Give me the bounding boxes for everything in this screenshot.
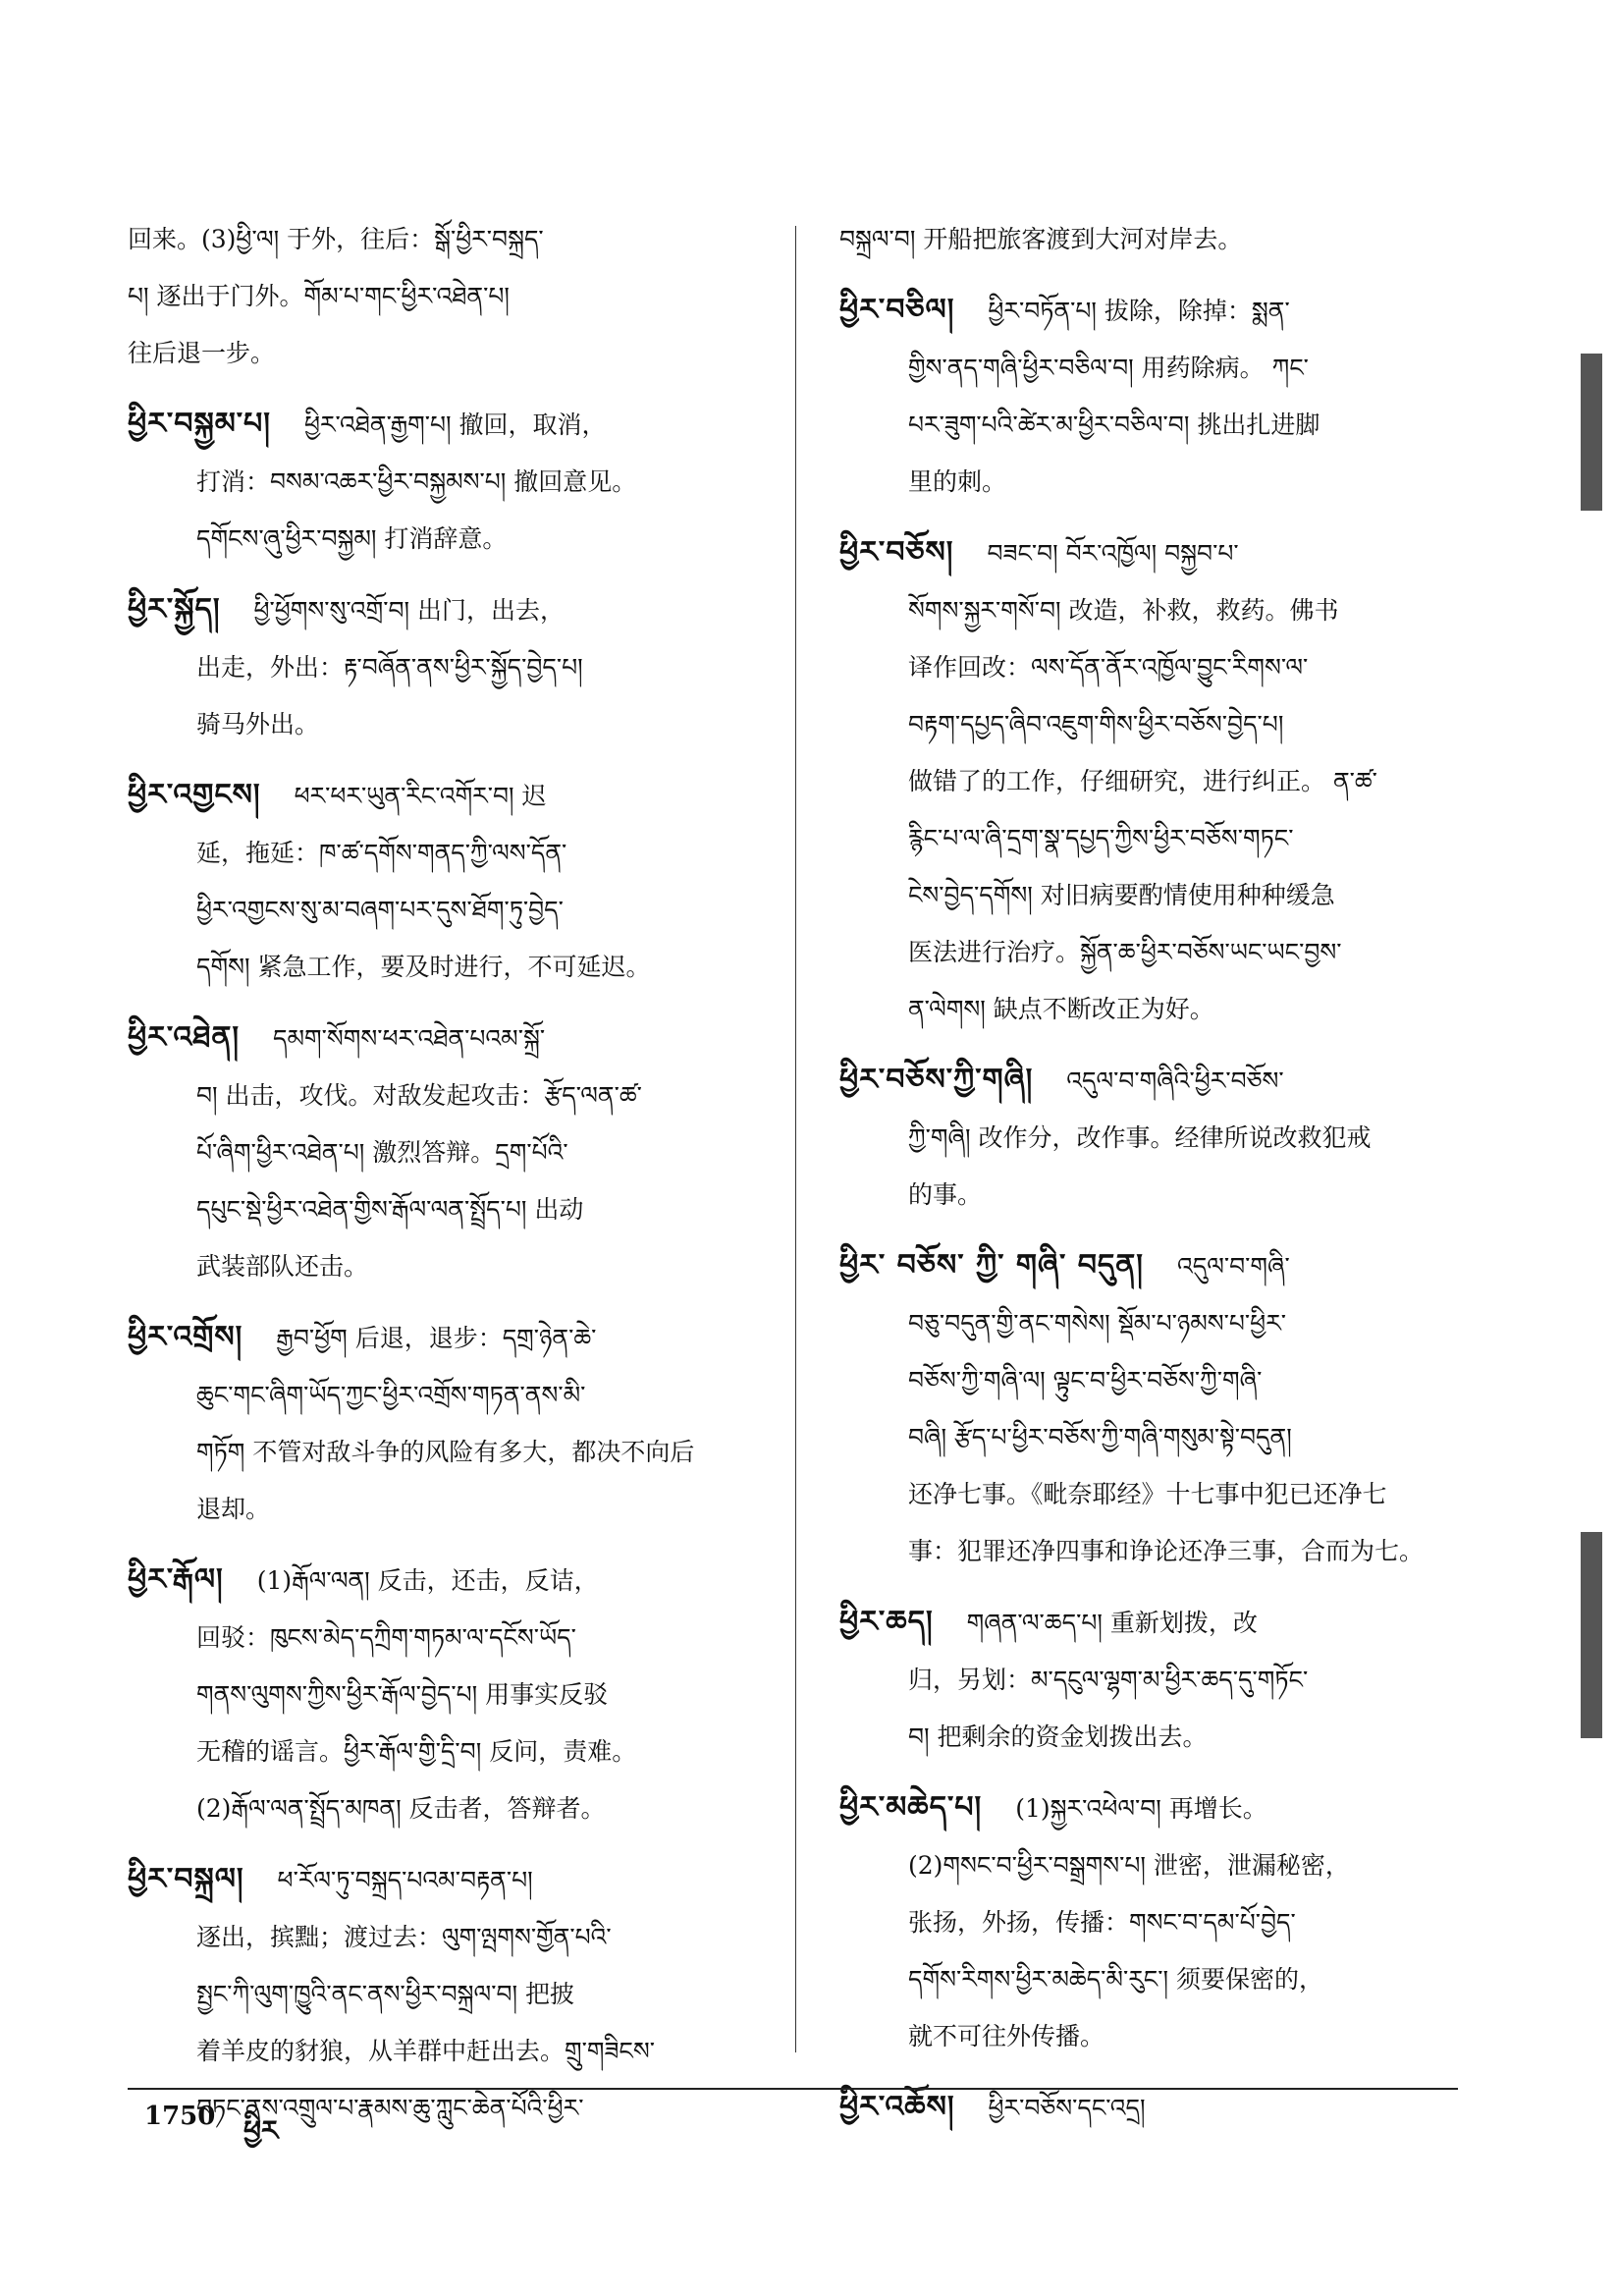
entry-line [128,696,781,753]
dictionary-entry [839,1052,1487,1224]
entry-line [839,1523,1487,1580]
entry-text: ཕྱིར་བཅོས་དང་འདྲ། [988,2094,1146,2122]
entry-line [839,1352,1487,1409]
entry-text: དགོས་རིགས་ཕྱིར་མཆེད་མི་རུང་། 须要保密的， [908,1965,1323,1994]
entry-text: 张扬，外扬，传播：གསང་བ་དམ་པོ་བྱེད་ [908,1908,1296,1937]
entry-text: 退却。 [196,1495,271,1523]
entry-line [839,524,1487,582]
entry-text: སོགས་སྐྱར་གསོ་བ། 改造，补救，救药。佛书 [908,596,1339,625]
entry-text: 回来。(3)ཕྱི་ལ། 于外，往后：སྒོ་ཕྱིར་བསྐྲད་ [128,225,544,253]
entry-headword: ཕྱིར་རྒོལ། [128,1562,224,1597]
dictionary-entry [839,1237,1487,1580]
entry-headword: ཕྱིར་བསྐྱམ་པ། [128,407,271,441]
entry-line [128,939,781,996]
dictionary-entry [128,1552,781,1837]
dictionary-entry [839,1779,1487,2065]
entry-line [128,1909,781,1966]
entry-text: སྤྱང་ཀི་ལུག་ཁྱུའི་ནང་ནས་ཕྱིར་བསྐྲལ་བ། 把披 [196,1980,574,2008]
entry-text: ཕྱིར་བཏོན་པ། 拔除，除掉：སྨན་ [988,297,1290,325]
entry-line [128,1309,781,1367]
entry-line [839,867,1487,924]
entry-text: 着羊皮的豺狼，从羊群中赶出去。གྲུ་གཟིངས་ [196,2037,655,2065]
entry-line [128,1966,781,2023]
entry-text: 医法进行治疗。སྐྱོན་ཆ་ཕྱིར་བཅོས་ཡང་ཡང་བྱས་ [908,938,1342,966]
entry-line [839,1167,1487,1224]
entry-line [128,211,781,268]
entry-line [839,1295,1487,1352]
entry-text: ཕར་ཕར་ཡུན་རིང་འགོར་བ། 迟 [294,782,547,810]
entry-text: བཅུ་བདུན་གྱི་ནང་གསེས། སྡོམ་པ་ཉམས་པ་ཕྱིར་ [908,1309,1287,1338]
dictionary-entry [128,211,781,382]
entry-line [128,1780,781,1837]
entry-text: བཏང་ནས་འགྲུལ་པ་རྣམས་ཆུ་ཀླུང་ཆེན་པོའི་ཕྱིར་ [196,2094,584,2122]
entry-headword: ཕྱིར་སྐྱོད། [128,592,221,627]
entry-text: འདུལ་བ་གཞིའི་ཕྱིར་བཅོས་ [1066,1066,1284,1095]
entry-text: 往后退一步。 [128,339,276,367]
entry-line [839,981,1487,1038]
entry-text: བཟང་བ། བོར་འཁྱོལ། བསྐྱབ་པ་ [987,539,1239,568]
dictionary-entry [128,581,781,753]
entry-line [128,1481,781,1538]
edge-index-mark [1581,354,1602,511]
entry-headword: ཕྱིར་འཐེན། [128,1020,241,1055]
dictionary-entry [839,524,1487,1038]
entry-text: པ། 逐出于门外。གོམ་པ་གང་ཕྱིར་འཐེན་པ། [128,282,510,310]
entry-line [128,639,781,696]
entry-line [839,1779,1487,1837]
entry-line [839,1466,1487,1523]
entry-text: བསྐྲལ་བ། 开船把旅客渡到大河对岸去。 [839,225,1243,253]
entry-headword: ཕྱིར་བཅོས་ཀྱི་གཞི། [839,1063,1034,1097]
running-head: ཕྱིར [243,2114,279,2147]
entry-text: 的事。 [908,1180,983,1209]
entry-text: བཞི། རྩོད་པ་ཕྱིར་བཅོས་ཀྱི་གཞི་གསུམ་སྟེ་བདུན། [908,1423,1292,1451]
entry-line [128,581,781,639]
entry-text: 逐出，摈黜；渡过去：ལུག་ལྤགས་གྱོན་པའི་ [196,1923,612,1951]
entry-text: 归，另划：མ་དངུལ་ལྷག་མ་ཕྱིར་ཆད་དུ་གཏོང་ [908,1666,1309,1694]
entry-line [839,1110,1487,1167]
entry-line [839,1894,1487,1951]
entry-text: 事：犯罪还净四事和诤论还净三事，合而为七。 [908,1537,1425,1565]
entry-line [128,1552,781,1610]
entry-line [839,810,1487,867]
entry-line [839,582,1487,639]
entry-text: གཏོག 不管对敌斗争的风险有多大，都决不向后 [196,1438,695,1466]
entry-text: ཕྱིར་འགྱངས་སུ་མ་བཞག་པར་དུས་ཐོག་ཏུ་བྱེད་ [196,896,564,924]
entry-text: ངེས་བྱེད་དགོས། 对旧病要酌情使用种种缓急 [908,881,1335,909]
entry-text: ཆུང་གང་ཞིག་ཡོད་ཀྱང་ཕྱིར་འགྲོས་གཏན་ནས་མི་ [196,1381,586,1409]
entry-line [839,696,1487,753]
entry-line [839,454,1487,511]
entry-text: 延，拖延：ཁ་ཚ་དགོས་གནད་ཀྱི་ལས་དོན་ [196,839,567,867]
entry-text: དཔུང་སྡེ་ཕྱིར་འཐེན་གྱིས་རྒོལ་ལན་སྤྲོད་པ། 出动 [196,1195,584,1224]
footer-rule [128,2088,1458,2090]
entry-line [839,1594,1487,1652]
entry-line [128,396,781,454]
entry-text: རྙིང་པ་ལ་ཞི་དྲག་སྣ་དཔྱད་ཀྱིས་ཕྱིར་བཅོས་གཏང་ [908,824,1294,852]
dictionary-entry [128,1309,781,1538]
entry-headword: ཕྱིར་ཆད། [839,1605,934,1639]
column-divider [795,226,796,2052]
edge-index-mark [1581,1532,1602,1738]
entry-line [128,882,781,939]
dictionary-entry [128,396,781,568]
dictionary-entry [839,1594,1487,1766]
right-column [839,211,1487,2151]
entry-line [839,397,1487,454]
entry-text: གྱིས་ནད་གཞི་ཕྱིར་བཅིལ་བ། 用药除病。 ཀང་ [908,354,1309,382]
entry-line [839,924,1487,981]
entry-headword: ཕྱིར་འགྱངས། [128,778,261,812]
entry-text: ན་ལེགས། 缺点不断改正为好。 [908,995,1214,1023]
entry-text: ཕྱི་ཕྱོགས་སུ་འགྲོ་བ། 出门，出去， [253,596,566,625]
entry-text: (2)གསང་བ་ཕྱིར་བསྒྲགས་པ། 泄密，泄漏秘密， [908,1851,1350,1880]
dictionary-entry [839,282,1487,511]
dictionary-entry [128,1010,781,1295]
entry-line [128,1367,781,1424]
entry-text: བ། 把剩余的资金划拨出去。 [908,1722,1208,1751]
entry-line [839,1409,1487,1466]
entry-text: ཕྱིར་འཐེན་རྒྱག་པ། 撤回，取消， [303,410,607,439]
entry-text: གནས་ལུགས་ཀྱིས་ཕྱིར་རྒོལ་བྱེད་པ། 用事实反驳 [196,1680,609,1709]
entry-line [839,2008,1487,2065]
dictionary-entry [128,1851,781,2137]
entry-line [128,2023,781,2080]
entry-line [839,1237,1487,1295]
entry-text: དགོས། 紧急工作，要及时进行，不可延迟。 [196,953,651,981]
entry-line [128,1851,781,1909]
entry-headword: ཕྱིར་ བཅོས་ ཀྱི་ གཞི་ བདུན། [839,1248,1144,1283]
entry-line [128,1610,781,1667]
left-column [128,211,781,2151]
entry-headword: ཕྱིར་འཆོས། [839,2090,955,2124]
entry-line [839,1951,1487,2008]
entry-line [128,325,781,382]
entry-text: 里的刺。 [908,467,1007,496]
entry-text: 打消：བསམ་འཆར་ཕྱིར་བསྐྱམས་པ། 撤回意见。 [196,467,637,496]
entry-line [128,1723,781,1780]
entry-text: དམག་སོགས་ཕར་འཐེན་པའམ་སྐྲོ་ [273,1024,546,1053]
entry-text: (1)རྒོལ་ལན། 反击，还击，反诘， [256,1566,599,1595]
entry-text: 就不可往外传播。 [908,2022,1105,2050]
entry-line [839,639,1487,696]
entry-line [128,767,781,825]
entry-text: 无稽的谣言。ཕྱིར་རྒོལ་གྱི་དྲི་བ། 反问，责难。 [196,1737,637,1766]
entry-line [128,1667,781,1723]
entry-text: འདུལ་བ་གཞི་ [1176,1252,1290,1281]
entry-line [128,1067,781,1124]
entry-line [128,268,781,325]
entry-line [839,282,1487,340]
entry-line [839,1052,1487,1110]
entry-text: པོ་ཞིག་ཕྱིར་འཐེན་པ། 激烈答辩。དྲག་པོའི་ [196,1138,568,1167]
entry-text: རྒྱབ་ཕྱོག 后退，退步：དགྲ་ཉེན་ཆེ་ [276,1324,597,1352]
entry-text: བརྟག་དཔྱད་ཞིབ་འཇུག་གིས་ཕྱིར་བཅོས་བྱེད་པ། [908,710,1284,738]
entry-text: 译作回改：ལས་དོན་ནོར་འཁྱོལ་བྱུང་རིགས་ལ་ [908,653,1309,682]
entry-text: བ། 出击，攻伐。对敌发起攻击：རྩོད་ལན་ཚ་ [196,1081,642,1110]
entry-line [128,1181,781,1238]
entry-line [128,1010,781,1067]
entry-text: 做错了的工作，仔细研究，进行纠正。 ན་ཚ་ [908,767,1377,795]
entry-line [128,1124,781,1181]
entry-line [839,753,1487,810]
entry-headword: ཕྱིར་བཅོས། [839,535,954,570]
entry-headword: ཕྱིར་བཅིལ། [839,293,955,327]
entry-line [128,454,781,511]
dictionary-entry [839,211,1487,268]
entry-line [128,1238,781,1295]
dictionary-entry [128,767,781,996]
entry-text: 出走，外出：རྟ་བཞོན་ནས་ཕྱིར་སྐྱོད་བྱེད་པ། [196,653,583,682]
entry-line [128,1424,781,1481]
entry-headword: ཕྱིར་མཆེད་པ། [839,1790,983,1825]
entry-text: (1)སྐྱར་འཕེལ་བ། 再增长。 [1015,1794,1267,1823]
entry-text: 还净七事。《毗奈耶经》十七事中犯已还净七 [908,1480,1387,1508]
entry-text: ཀྱི་གཞི། 改作分，改作事。经律所说改救犯戒 [908,1123,1372,1152]
entry-line [839,1709,1487,1766]
entry-text: དགོངས་ཞུ་ཕྱིར་བསྐྱམ། 打消辞意。 [196,524,508,553]
entry-headword: ཕྱིར་བསྐྲལ། [128,1862,244,1896]
entry-text: 骑马外出。 [196,710,320,738]
entry-line [128,825,781,882]
entry-line [839,340,1487,397]
entry-text: གཞན་ལ་ཆད་པ། 重新划拨，改 [966,1609,1258,1637]
entry-text: 武装部队还击。 [196,1252,369,1281]
entry-text: 回驳：ཁུངས་མེད་དཀྲིག་གཏམ་ལ་དངོས་ཡོད་ [196,1623,576,1652]
entry-text: བཅོས་ཀྱི་གཞི་ལ། ལྟུང་བ་ཕྱིར་བཅོས་ཀྱི་གཞི་ [908,1366,1263,1394]
entry-line [839,1837,1487,1894]
entry-text: ཕ་རོལ་ཏུ་བསྐྲད་པའམ་བརྟན་པ། [277,1866,533,1894]
entry-line [839,211,1487,268]
entry-line [839,1652,1487,1709]
entry-text: པར་ཟུག་པའི་ཚེར་མ་ཕྱིར་བཅིལ་བ། 挑出扎进脚 [908,410,1320,439]
entry-headword: ཕྱིར་འགྲོས། [128,1320,243,1354]
page-number: 1750 [144,2102,216,2131]
entry-line [128,511,781,568]
entry-text: (2)རྒོལ་ལན་སྤྲོད་མཁན། 反击者，答辩者。 [196,1794,606,1823]
